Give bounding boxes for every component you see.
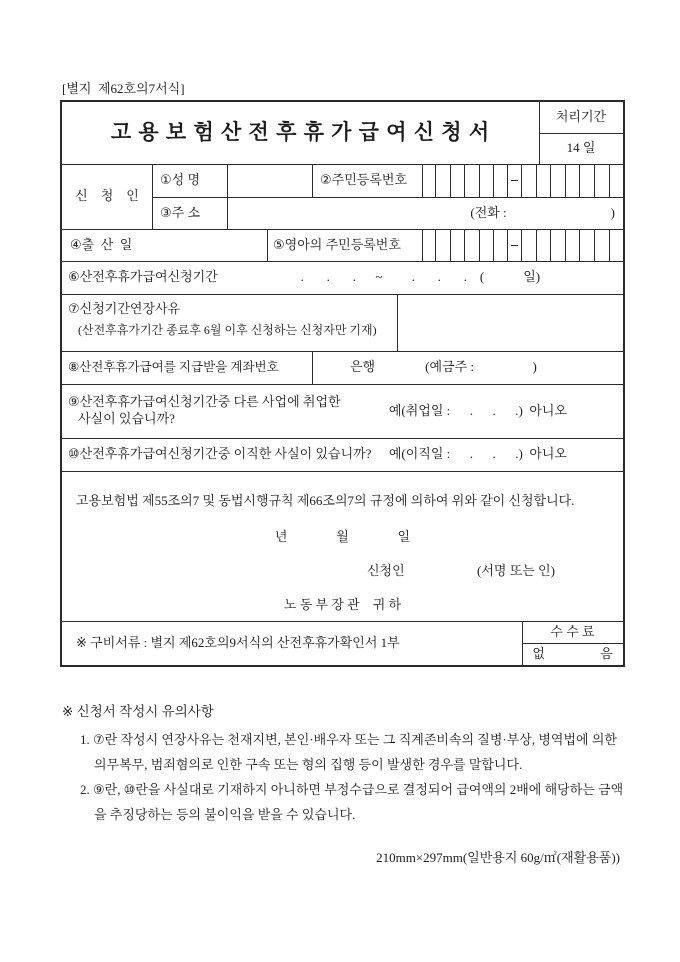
leave-period-input-area[interactable]: . . . ~ . . . ( 일) — [300, 269, 541, 285]
digit-box[interactable] — [465, 229, 479, 261]
digit-box[interactable] — [422, 229, 436, 261]
account-label: ⑧산전후휴가급여를 지급받을 계좌번호 — [68, 360, 279, 375]
digit-box[interactable] — [566, 229, 581, 261]
bank-suffix-label: 은행 — [350, 359, 376, 375]
birth-date-label: ④출 산 일 — [70, 236, 133, 252]
digit-box[interactable] — [480, 164, 494, 197]
extension-reason-input-area[interactable] — [397, 294, 623, 351]
rrn-digit-boxes — [422, 164, 623, 197]
declaration-date-line[interactable]: 년 월 일 — [274, 529, 411, 544]
digit-box[interactable] — [522, 164, 537, 197]
digit-box[interactable] — [595, 229, 610, 261]
digit-box[interactable] — [580, 164, 595, 197]
digit-box[interactable] — [595, 164, 610, 197]
note-item-2: 2. ⑨란, ⑩란을 사실대로 기재하지 아니하면 부정수급으로 결정되어 급여액의 2배에 해당하는 금액을 추징당하는 등의 불이익을 받을 수 있습니다. — [80, 782, 624, 822]
digit-box[interactable] — [610, 229, 624, 261]
employment-question-line2: 사실이 있습니까? — [78, 411, 175, 426]
digit-box[interactable] — [436, 229, 450, 261]
digit-box[interactable] — [580, 229, 595, 261]
rrn-right-group — [522, 164, 623, 197]
digit-box[interactable] — [494, 164, 508, 197]
hyphen-icon — [511, 245, 518, 246]
declaration-applicant-label: 신청인 — [367, 563, 405, 578]
account-input-area[interactable] — [312, 351, 623, 384]
rrn-dash-slot — [508, 164, 522, 197]
declaration-statement: 고용보험법 제55조의7 및 동법시행규칙 제66조의7의 규정에 의하여 위와 같이 신청합니다. — [76, 493, 575, 508]
extension-note: (산전후휴가기간 종료후 6월 이후 신청하는 신청자만 기재) — [78, 322, 377, 337]
fee-label: 수 수 료 — [550, 623, 595, 639]
employment-question — [68, 394, 341, 428]
account-holder-label: (예금주 : ) — [425, 359, 537, 375]
digit-box[interactable] — [494, 229, 508, 261]
signature-note[interactable]: (서명 또는 인) — [477, 563, 555, 578]
address-input-area[interactable] — [227, 197, 623, 229]
digit-box[interactable] — [422, 164, 436, 197]
digit-box[interactable] — [436, 164, 450, 197]
paper-spec: 210mm×297mm(일반용지 60g/㎡(재활용품)) — [376, 850, 620, 865]
digit-box[interactable] — [451, 229, 465, 261]
digit-box[interactable] — [480, 229, 494, 261]
attachments-note: ※ 구비서류 : 별지 제62호의9서식의 산전후휴가확인서 1부 — [76, 634, 400, 650]
recipient-line: 노 동 부 장 관 귀 하 — [283, 597, 402, 612]
phone-label: (전화 : ) — [470, 204, 615, 220]
name-label: ①성 명 — [160, 172, 201, 188]
employment-answer-options[interactable]: 예(취업일 : . . .) 아니오 — [388, 402, 567, 418]
notes-heading: ※ 신청서 작성시 유의사항 — [62, 704, 214, 719]
resignation-question: ⑩산전후휴가급여신청기간중 이직한 사실이 있습니까? — [68, 446, 372, 462]
application-form-table — [60, 100, 625, 667]
form-title: 고 용 보 험 산 전 후 휴 가 급 여 신 청 서 — [110, 120, 491, 145]
digit-box[interactable] — [551, 164, 566, 197]
fee-value: 없 음 — [532, 645, 613, 661]
processing-period-value: 14 일 — [566, 140, 596, 156]
leave-period-label: ⑥산전후휴가급여신청기간 — [68, 269, 218, 285]
infant-rrn-left-group — [422, 229, 508, 261]
infant-rrn-digit-boxes — [422, 229, 623, 261]
digit-box[interactable] — [465, 164, 479, 197]
employment-question-line1: ⑨산전후휴가급여신청기간중 다른 사업에 취업한 — [68, 394, 341, 410]
infant-rrn-label: ⑤영아의 주민등록번호 — [273, 236, 401, 252]
declaration-block — [62, 471, 623, 621]
applicant-section-label: 신 청 인 — [75, 188, 139, 204]
digit-box[interactable] — [522, 229, 537, 261]
resignation-question-row — [62, 438, 623, 471]
rrn-label: ②주민등록번호 — [320, 172, 408, 188]
digit-box[interactable] — [610, 164, 624, 197]
digit-box[interactable] — [566, 164, 581, 197]
digit-box[interactable] — [537, 164, 552, 197]
digit-box[interactable] — [537, 229, 552, 261]
form-code: [별지 제62호의7서식] — [62, 81, 185, 96]
infant-rrn-right-group — [522, 229, 623, 261]
extension-reason-cell — [62, 294, 397, 351]
note-item-1: 1. ⑦란 작성시 연장사유는 천재지변, 본인·배우자 또는 그 직계존비속의 질병·부상, 병역법에 의한 의무복무, 범죄혐의로 인한 구속 또는 형의 집행 등이 발생한 경우를 말합니다. — [80, 732, 617, 772]
employment-question-row — [62, 384, 623, 438]
hyphen-icon — [511, 180, 518, 181]
digit-box[interactable] — [551, 229, 566, 261]
digit-box[interactable] — [451, 164, 465, 197]
resignation-answer-options[interactable]: 예(이직일 : . . .) 아니오 — [388, 446, 567, 462]
leave-period-row — [62, 261, 623, 294]
name-input-area[interactable] — [227, 164, 312, 197]
rrn-left-group — [422, 164, 508, 197]
extension-label: ⑦신청기간연장사유 — [68, 301, 181, 316]
infant-rrn-dash-slot — [508, 229, 522, 261]
processing-period-label: 처리기간 — [555, 109, 607, 125]
address-label: ③주 소 — [160, 204, 201, 220]
